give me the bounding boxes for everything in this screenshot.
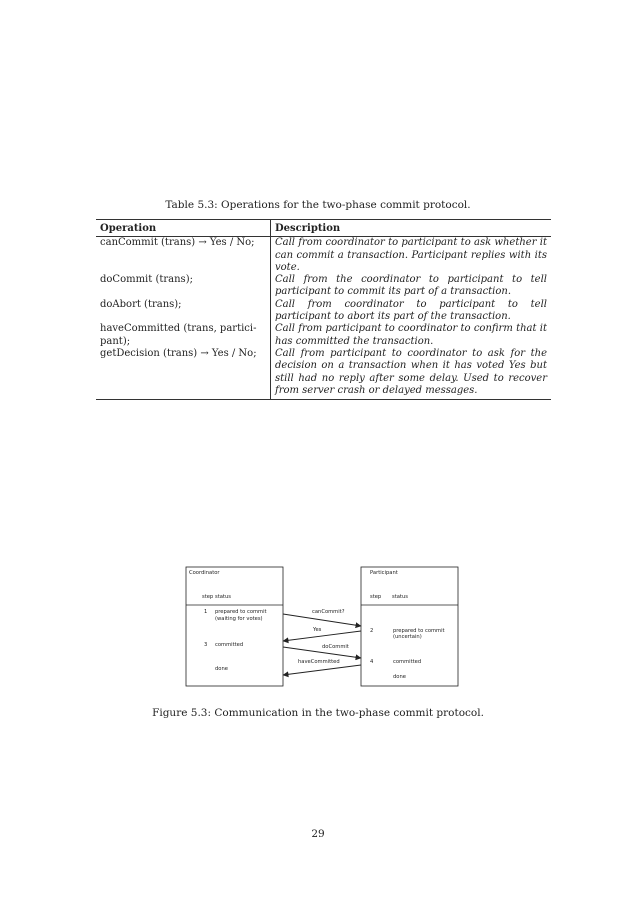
coordinator-title: Coordinator (189, 570, 220, 576)
participant-status-4: committed (393, 659, 422, 665)
operation-cell: haveCommitted (trans, partici-pant); (96, 323, 271, 348)
operation-cell: canCommit (trans) → Yes / No; (96, 237, 271, 274)
table-row (96, 274, 551, 299)
participant-status-header: status (392, 594, 408, 600)
description-cell: Call from coordinator to participant to ask whether it can commit a transaction. Participant replies with its vote. (275, 237, 547, 273)
table-row (96, 323, 551, 348)
coordinator-step-3: 3 (204, 642, 208, 648)
participant-title: Participant (370, 570, 398, 576)
two-phase-commit-diagram (185, 565, 460, 690)
coordinator-status-1: prepared to commit (215, 609, 267, 615)
participant-status-2-detail: (uncertain) (393, 634, 422, 640)
docommit-label: doCommit (322, 644, 349, 650)
coordinator-box (186, 567, 283, 686)
page-number: 29 (311, 828, 325, 840)
yes-arrow (283, 631, 361, 641)
table-row (96, 299, 551, 324)
table-caption: Table 5.3: Operations for the two-phase commit protocol. (165, 199, 471, 211)
participant-step-4: 4 (370, 659, 374, 665)
description-cell: Call from the coordinator to participant to tell participant to commit its part of a transaction. (275, 274, 547, 298)
participant-status-done: done (393, 674, 406, 680)
operations-table (96, 219, 551, 400)
participant-step-header: step (370, 594, 382, 600)
cancommit-arrow (283, 614, 361, 626)
coordinator-step-header: step (202, 594, 214, 600)
coordinator-status-done: done (215, 666, 228, 672)
description-cell: Call from participant to coordinator to ask for the decision on a transaction when it has voted Yes but still had no reply after some delay. Used to recover from server crash or delayed messages. (271, 348, 552, 400)
coordinator-status-3: committed (215, 642, 244, 648)
cancommit-label: canCommit? (312, 609, 345, 615)
header-description: Description (271, 220, 552, 237)
operation-cell: getDecision (trans) → Yes / No; (96, 348, 271, 400)
participant-box (361, 567, 458, 686)
yes-label: Yes (313, 627, 322, 633)
table-row (96, 348, 551, 400)
description-cell: Call from coordinator to participant to tell participant to abort its part of the transaction. (275, 298, 547, 323)
table-row (96, 237, 551, 274)
figure-caption: Figure 5.3: Communication in the two-phase commit protocol. (152, 707, 484, 719)
coordinator-step-1: 1 (204, 609, 208, 615)
operation-cell: doCommit (trans); (96, 274, 271, 299)
coordinator-status-1-detail: (waiting for votes) (215, 616, 263, 622)
participant-status-2: prepared to commit (393, 628, 445, 634)
operation-cell: doAbort (trans); (96, 299, 271, 324)
havecommitted-label: haveCommitted (298, 659, 340, 665)
header-operation: Operation (96, 220, 271, 237)
coordinator-status-header: status (215, 594, 231, 600)
participant-step-2: 2 (370, 628, 374, 634)
havecommitted-arrow (283, 665, 361, 675)
description-cell: Call from participant to coordinator to confirm that it has committed the transaction. (275, 323, 547, 347)
table-header-row (96, 220, 551, 237)
